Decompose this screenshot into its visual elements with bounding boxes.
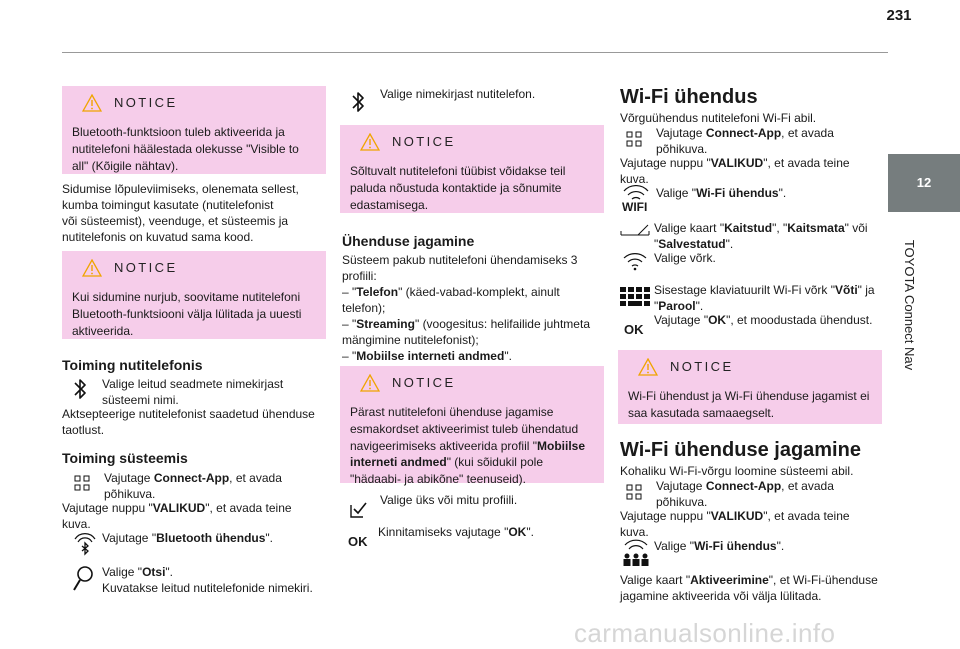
text-line: Sisestage klaviatuurilt Wi-Fi võrk "Võti" ja [654, 283, 875, 297]
text-line: Valige kaart "Kaitstud", "Kaitsmata" või [654, 221, 868, 235]
notice-title: NOTICE [114, 260, 178, 276]
warning-icon [82, 259, 102, 277]
paragraph [342, 252, 604, 365]
step [620, 282, 882, 314]
bluetooth-icon [72, 376, 102, 408]
notice-box [62, 86, 326, 174]
wifi-icon-label: WIFI [622, 200, 648, 214]
notice-line: Sõltuvalt nutitelefoni tüübist võidakse teil [350, 164, 566, 178]
notice-line: edastamisega. [350, 197, 429, 212]
warning-icon [360, 374, 380, 392]
text-line: "Parool". [654, 299, 704, 314]
section-heading: Wi-Fi ühendus [620, 86, 758, 108]
notice-line: nutitelefoni häälestada olekusse "Visible to [72, 141, 299, 156]
warning-icon [360, 133, 380, 151]
list-item: – "Mobiilse interneti andmed". [342, 349, 512, 364]
chapter-tab [888, 154, 960, 212]
notice-title: NOTICE [670, 359, 734, 375]
chapter-title: TOYOTA Connect Nav [901, 239, 917, 371]
wifi-network-icon [622, 250, 654, 272]
chapter-number: 12 [916, 175, 932, 191]
step [350, 524, 606, 550]
text-line: Süsteem pakub nutitelefoni ühendamiseks 3 [342, 253, 578, 267]
step [622, 185, 882, 213]
notice-title: NOTICE [392, 134, 456, 150]
header-rule [62, 52, 888, 53]
paragraph [62, 500, 332, 532]
text-line: või süsteemist), veenduge, et süsteemis ja [62, 214, 289, 229]
text-line: jagamine aktiveerida või välja lülitada. [620, 589, 822, 604]
section-heading: Toiming süsteemis [62, 450, 188, 466]
notice-line: saa kasutada samaaegselt. [628, 405, 775, 420]
text-line: Vajutage nuppu "VALIKUD", et avada teine [620, 156, 850, 170]
notice-box [618, 350, 882, 424]
checkbox-icon [350, 492, 380, 518]
paragraph [620, 508, 882, 540]
paragraph [620, 572, 882, 604]
step [626, 125, 882, 157]
text-line: Vajutage Connect-App, et avada [656, 126, 834, 140]
text-line: Valige leitud seadmete nimekirjast [102, 377, 284, 391]
text-line: telefon); [342, 301, 386, 316]
step [620, 312, 882, 338]
text-line: Vajutage nuppu "VALIKUD", et avada teine [620, 509, 850, 523]
step [626, 478, 882, 510]
page-number: 231 [886, 7, 912, 24]
wifi-icon [622, 185, 656, 213]
text-line: "Salvestatud". [654, 237, 734, 252]
text-line: taotlust. [62, 423, 105, 438]
key-input-icon [620, 220, 654, 252]
notice-line: aktiveerida. [72, 323, 134, 338]
paragraph [62, 181, 328, 245]
text-line: Valige võrk. [654, 251, 716, 265]
text-line: Kinnitamiseks vajutage "OK". [378, 525, 534, 539]
text-line: põhikuva. [656, 495, 708, 510]
section-heading: Toiming nutitelefonis [62, 357, 203, 373]
text-line: Vajutage "Bluetooth ühendus". [102, 531, 273, 545]
text-line: Valige "Wi-Fi ühendus". [654, 539, 785, 553]
text-line: Valige üks või mitu profiili. [380, 493, 518, 507]
chapter-side [888, 212, 960, 398]
notice-line: Bluetooth-funktsiooni välja lülitada ja uuesti [72, 306, 302, 321]
step [72, 564, 332, 596]
list-item: – "Telefon" (käed-vabad-komplekt, ainult [342, 285, 560, 300]
notice-line: navigeerimiseks aktiveerida profiil "Mobiilse [350, 438, 586, 453]
step [620, 220, 882, 252]
notice-box [340, 366, 604, 487]
notice-line: paluda nõustuda kontaktide ja sõnumite [350, 180, 562, 195]
step [622, 250, 882, 272]
notice-title: NOTICE [114, 95, 178, 111]
watermark: carmanualsonline.info [574, 618, 836, 648]
text-line: Vajutage Connect-App, et avada [104, 471, 282, 485]
notice-title: NOTICE [392, 375, 456, 391]
bluetooth-icon [350, 86, 380, 115]
notice-line: all" (Kõigile nähtav). [72, 158, 179, 173]
text-line: nutitelefonis on kuvatud sama kood. [62, 230, 254, 245]
section-heading: Ühenduse jagamine [342, 233, 475, 249]
text-line: süsteemi nimi. [102, 393, 179, 408]
text-line: kumba toimingut kasutate (nutitelefonist [62, 198, 274, 213]
text-line: kuva. [62, 517, 91, 532]
step [72, 376, 332, 408]
notice-box [340, 125, 604, 213]
bluetooth-wireless-icon [72, 530, 102, 556]
paragraph: Kohaliku Wi-Fi-võrgu loomine süsteemi abil. [620, 464, 854, 478]
warning-icon [638, 358, 658, 376]
step [350, 492, 606, 518]
step [74, 470, 334, 502]
notice-line: Pärast nutitelefoni ühenduse jagamise [350, 405, 554, 419]
paragraph: Võrguühendus nutitelefoni Wi-Fi abil. [620, 111, 817, 125]
ok-icon: OK [348, 534, 368, 549]
wifi-sharing-icon [622, 538, 654, 568]
text-line: Kuvatakse leitud nutitelefonide nimekiri. [102, 581, 313, 596]
step [350, 86, 606, 115]
paragraph [62, 406, 332, 438]
step [72, 530, 332, 556]
apps-grid-icon [626, 478, 656, 510]
apps-grid-icon [626, 125, 656, 157]
text-line: Sidumise lõpuleviimiseks, olenemata sellest, [62, 182, 299, 196]
text-line: põhikuva. [104, 487, 156, 502]
text-line: Vajutage "OK", et moodustada ühendust. [654, 313, 873, 327]
notice-line: Bluetooth-funktsioon tuleb aktiveerida ja [72, 125, 285, 139]
notice-line: Wi-Fi ühendust ja Wi-Fi ühenduse jagamist ei [628, 389, 870, 403]
step [622, 538, 882, 568]
notice-line: "hädaabi- ja abikõne" teenuseid). [350, 472, 526, 487]
text-line: kuva. [620, 172, 649, 187]
notice-box [62, 251, 326, 339]
notice-line: interneti andmed" (kui sõidukil pole [350, 455, 543, 470]
notice-line: Kui sidumine nurjub, soovitame nutitelefoni [72, 290, 301, 304]
text-line: Valige "Wi-Fi ühendus". [656, 186, 787, 200]
text-line: Valige kaart "Aktiveerimine", et Wi-Fi-ühenduse [620, 573, 878, 587]
text-line: Vajutage nuppu "VALIKUD", et avada teine [62, 501, 292, 515]
text-line: Aktsepteerige nutitelefonist saadetud ühenduse [62, 407, 315, 421]
apps-grid-icon [74, 470, 104, 502]
text-line: kuva. [620, 525, 649, 540]
search-icon [72, 564, 102, 596]
text-line: profiili: [342, 269, 377, 284]
ok-icon: OK [624, 322, 644, 337]
notice-line: esmakordset aktiveerimist tuleb ühendatud [350, 421, 579, 436]
text-line: põhikuva. [656, 142, 708, 157]
text-line: Valige nimekirjast nutitelefon. [380, 87, 536, 101]
section-heading: Wi-Fi ühenduse jagamine [620, 439, 861, 461]
text-line: mängimine nutitelefonist); [342, 333, 479, 348]
text-line: Valige "Otsi". [102, 565, 173, 579]
list-item: – "Streaming" (voogesitus: helifailide juhtmeta [342, 317, 590, 332]
paragraph [620, 155, 882, 187]
keyboard-icon [620, 282, 654, 314]
warning-icon [82, 94, 102, 112]
text-line: Vajutage Connect-App, et avada [656, 479, 834, 493]
